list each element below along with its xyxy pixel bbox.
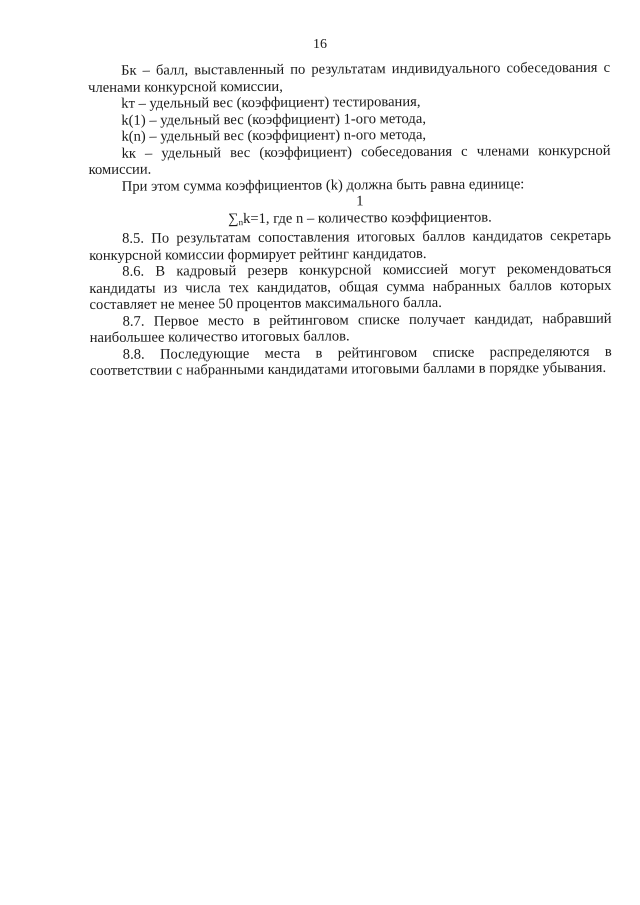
- formula: [89, 192, 611, 231]
- paragraph-8-7: 8.7. Первое место в рейтинговом списке получает кандидат, набравший наибольшее количество итоговых баллов.: [89, 310, 612, 346]
- paragraph-8-8: 8.8. Последующие места в рейтинговом списке распределяются в соответствии с набранными кандидатами итоговыми баллами в порядке убывания.: [89, 343, 612, 379]
- paragraph-kn-definition: k(n) – удельный вес (коэффициент) n-ого метода,: [121, 126, 427, 145]
- document-body: [88, 60, 612, 380]
- paragraph-coefficient-sum: При этом сумма коэффициентов (k) должна быть равна единице:: [121, 175, 525, 195]
- paragraph-kt-definition: kт – удельный вес (коэффициент) тестирования,: [121, 93, 421, 112]
- paragraph-8-6: 8.6. В кадровый резерв конкурсной комиссией могут рекомендоваться кандидаты из числа тех кандидатов, общая сумма набранных баллов которых составляет не менее 50 процентов максимального балла.: [89, 260, 612, 313]
- formula-upper-limit: 1: [356, 193, 364, 210]
- sum-subscript: n: [238, 216, 244, 227]
- paragraph-8-5: 8.5. По результатам сопоставления итоговых баллов кандидатов секретарь конкурсной комиссии формирует рейтинг кандидатов.: [89, 227, 612, 264]
- paragraph-kk-definition: kк – удельный вес (коэффициент) собеседования с членами конкурсной комиссии.: [88, 142, 611, 178]
- page-number: 16: [313, 37, 327, 52]
- formula-text: k=1, где n – количество коэффициентов.: [242, 209, 492, 227]
- paragraph-bk-definition: Бк – балл, выставленный по результатам индивидуального собеседования с членами конкурсной комиссии,: [88, 59, 611, 96]
- sum-symbol: ∑: [228, 210, 239, 227]
- paragraph-k1-definition: k(1) – удельный вес (коэффициент) 1-ого метода,: [121, 110, 427, 129]
